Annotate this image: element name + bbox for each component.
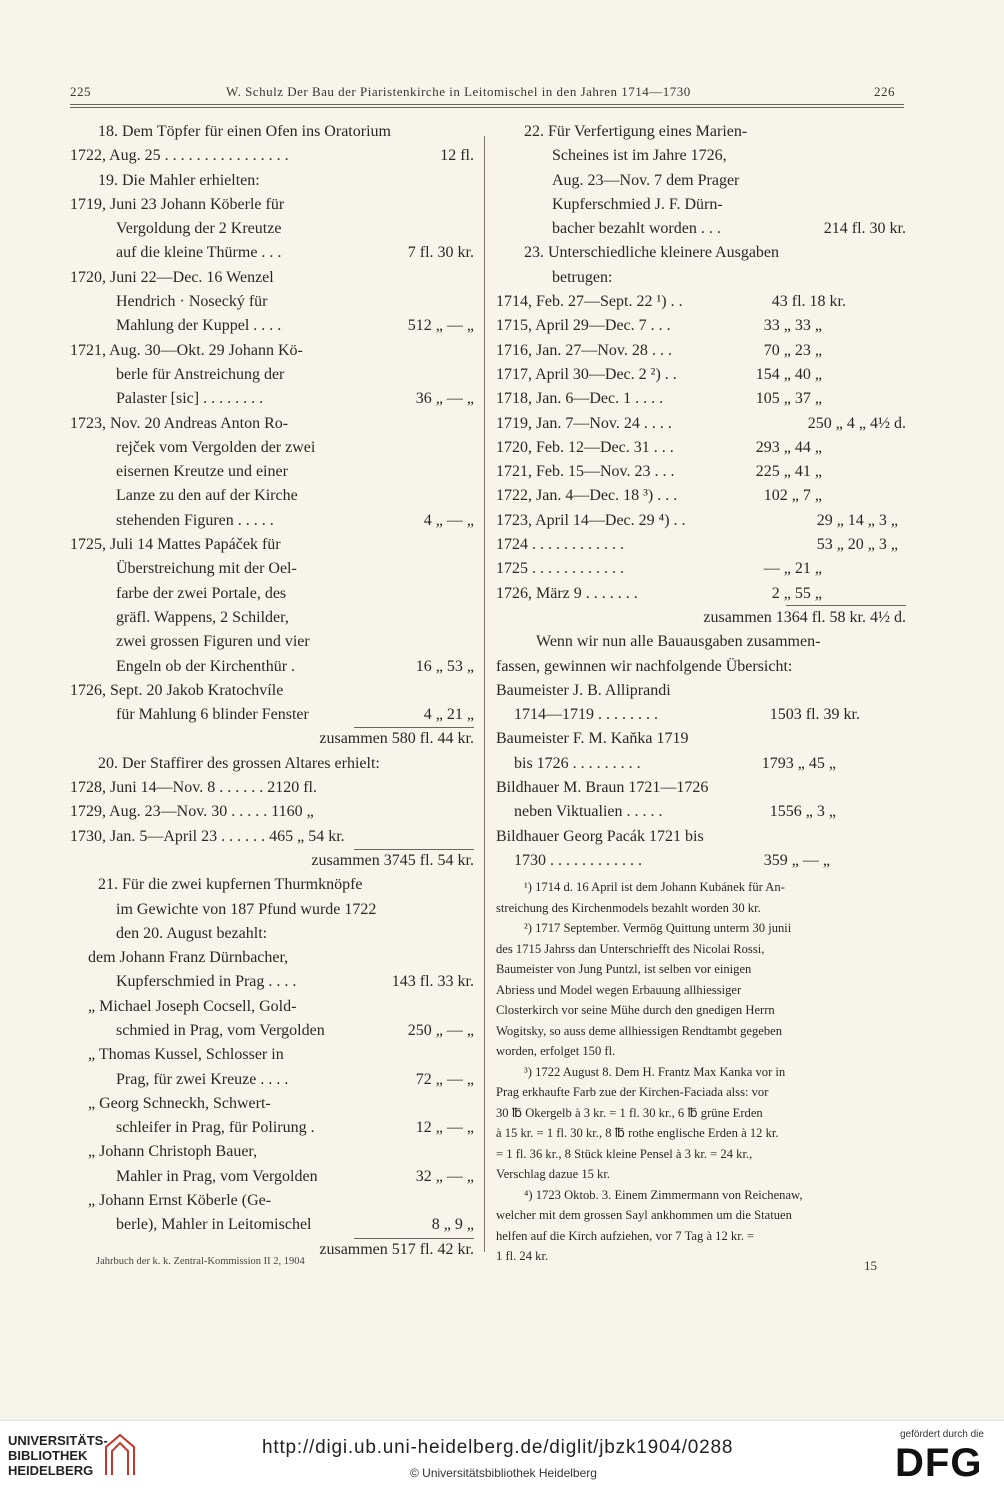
right-text: Baumeister F. M. Kaňka 1719	[496, 730, 689, 748]
footnote-text: ²) 1717 September. Vermög Quittung unterm 30 junii	[524, 921, 792, 936]
footnote-text: Wogitsky, so auss deme allhiessigen Rendtambt gegeben	[496, 1023, 783, 1038]
right-text: Scheines ist im Jahre 1726,	[552, 147, 727, 165]
right-column	[496, 120, 906, 1267]
left-text: dem Johann Franz Dürnbacher,	[88, 949, 289, 967]
right-text: 1722, Jan. 4—Dec. 18 ³) . . .	[496, 487, 678, 505]
left-text: Engeln ob der Kirchenthür .	[116, 657, 296, 675]
right-line	[496, 800, 906, 824]
left-line	[70, 703, 474, 727]
left-line	[70, 606, 474, 630]
left-line	[70, 679, 474, 703]
right-line	[496, 849, 906, 873]
left-line	[70, 752, 474, 776]
column-divider	[484, 136, 485, 1252]
left-text: farbe der zwei Portale, des	[116, 584, 287, 602]
footnote-text: = 1 fl. 36 kr., 8 Stück kleine Pensel à 3 kr. = 24 kr.,	[496, 1146, 753, 1161]
left-amount: 72 „ — „	[415, 1070, 474, 1088]
right-line	[496, 193, 906, 217]
left-text: im Gewichte von 187 Pfund wurde 1722	[116, 900, 377, 918]
left-amount: 8 „ 9 „	[431, 1216, 474, 1234]
left-line	[70, 1116, 474, 1140]
footnotes	[496, 877, 906, 1267]
footnote-line	[496, 1246, 906, 1267]
left-line	[70, 436, 474, 460]
left-text: stehenden Figuren . . . . .	[116, 511, 274, 529]
left-text: 1721, Aug. 30—Okt. 29 Johann Kö-	[70, 341, 303, 359]
left-text: 19. Die Mahler erhielten:	[98, 171, 260, 189]
left-text: 1729, Aug. 23—Nov. 30 . . . . . 1160 „	[70, 803, 314, 821]
header-rule	[70, 104, 904, 105]
right-text: 1715, April 29—Dec. 7 . . .	[496, 317, 671, 335]
right-amount: 1556 „ 3 „	[769, 803, 836, 821]
left-text: 21. Für die zwei kupfernen Thurmknöpfe	[98, 876, 363, 894]
left-text: schleifer in Prag, für Polirung .	[116, 1119, 315, 1137]
right-text: 1730 . . . . . . . . . . . .	[514, 851, 642, 869]
right-amount: 1503 fl. 39 kr.	[769, 706, 860, 724]
right-text: 1716, Jan. 27—Nov. 28 . . .	[496, 341, 672, 359]
left-text: Überstreichung mit der Oel-	[116, 560, 297, 578]
left-text: für Mahlung 6 blinder Fenster	[116, 706, 309, 724]
right-line	[496, 655, 906, 679]
footnote-text: à 15 kr. = 1 fl. 30 kr., 8 ℔ rothe englische Erden à 12 kr.	[496, 1126, 779, 1141]
right-line	[496, 290, 906, 314]
library-logo-icon	[100, 1429, 140, 1479]
footnote-text: Verschlag dazue 15 kr.	[496, 1167, 611, 1182]
left-line	[70, 873, 474, 897]
left-line	[70, 460, 474, 484]
footnote-text: 30 ℔ Okergelb à 3 kr. = 1 fl. 30 kr., 6 ℔ grüne Erden	[496, 1105, 763, 1120]
right-text: Baumeister J. B. Alliprandi	[496, 681, 671, 699]
footnote-text: ⁴) 1723 Oktob. 3. Einem Zimmermann von Reichenaw,	[524, 1187, 803, 1202]
left-line	[70, 484, 474, 508]
left-text: 20. Der Staffirer des grossen Altares erhielt:	[98, 754, 380, 772]
footnote-line	[496, 1185, 906, 1206]
left-text: berle), Mahler in Leitomischel	[116, 1216, 312, 1234]
left-text: berle für Anstreichung der	[116, 365, 285, 383]
left-line	[70, 582, 474, 606]
left-sum-rule	[354, 727, 474, 728]
left-sum-rule	[354, 1238, 474, 1239]
right-line	[496, 582, 906, 606]
left-amount: 16 „ 53 „	[415, 657, 474, 675]
footnote-line	[496, 1082, 906, 1103]
right-amount: 70 „ 23 „	[763, 341, 822, 359]
right-line	[496, 412, 906, 436]
footnote-line	[496, 898, 906, 919]
right-text: Kupferschmied J. F. Dürn-	[552, 195, 723, 213]
footnote-line	[496, 918, 906, 939]
right-text: 1723, April 14—Dec. 29 ⁴) . .	[496, 511, 686, 529]
left-line	[70, 241, 474, 265]
left-line	[70, 655, 474, 679]
right-line	[496, 630, 906, 654]
right-line	[496, 557, 906, 581]
right-text: 1718, Jan. 6—Dec. 1 . . . .	[496, 390, 664, 408]
left-page-number: 225	[70, 84, 91, 99]
footnote-line	[496, 939, 906, 960]
left-amount: 32 „ — „	[415, 1167, 474, 1185]
left-text: 1725, Juli 14 Mattes Papáček für	[70, 536, 281, 554]
left-text: 1720, Juni 22—Dec. 16 Wenzel	[70, 268, 274, 286]
left-text: Prag, für zwei Kreuze . . . .	[116, 1070, 289, 1088]
right-text: 1724 . . . . . . . . . . . .	[496, 536, 624, 554]
left-line	[70, 922, 474, 946]
left-line	[70, 1189, 474, 1213]
left-text: Kupferschmied in Prag . . . .	[116, 973, 297, 991]
left-amount: 250 „ — „	[407, 1021, 474, 1039]
left-text: Mahlung der Kuppel . . . .	[116, 317, 282, 335]
right-line	[496, 606, 906, 630]
right-line	[496, 752, 906, 776]
right-amount: 2 „ 55 „	[771, 584, 822, 602]
running-title: W. Schulz Der Bau der Piaristenkirche in Leitomischel in den Jahren 1714—1730	[226, 84, 691, 99]
left-line	[70, 557, 474, 581]
right-text: Wenn wir nun alle Bauausgaben zusammen-	[536, 633, 821, 651]
left-column	[70, 120, 474, 1262]
right-amount: zusammen 1364 fl. 58 kr. 4½ d.	[703, 608, 906, 626]
left-text: auf die kleine Thürme . . .	[116, 244, 282, 262]
left-line	[70, 339, 474, 363]
right-line	[496, 217, 906, 241]
footnote-line	[496, 1021, 906, 1042]
right-amount: 214 fl. 30 kr.	[823, 220, 906, 238]
left-line	[70, 1165, 474, 1189]
footnote-line	[496, 980, 906, 1001]
left-line	[70, 363, 474, 387]
left-amount: zusammen 3745 fl. 54 kr.	[311, 851, 474, 869]
dfg-logo: DFG	[895, 1441, 983, 1485]
right-line	[496, 387, 906, 411]
right-text: Aug. 23—Nov. 7 dem Prager	[552, 171, 740, 189]
left-text: schmied in Prag, vom Vergolden	[116, 1021, 325, 1039]
right-line	[496, 703, 906, 727]
sheet-number: 15	[864, 1258, 877, 1273]
left-sum-rule	[354, 849, 474, 850]
left-text: 1728, Juni 14—Nov. 8 . . . . . . 2120 fl.	[70, 779, 317, 797]
left-text: „ Georg Schneckh, Schwert-	[88, 1094, 271, 1112]
left-text: Mahler in Prag, vom Vergolden	[116, 1167, 318, 1185]
left-line	[70, 970, 474, 994]
right-amount: 250 „ 4 „ 4½ d.	[807, 414, 906, 432]
left-amount: 512 „ — „	[407, 317, 474, 335]
right-amount: 53 „ 20 „ 3 „	[816, 536, 898, 554]
left-amount: 4 „ 21 „	[423, 706, 474, 724]
right-line	[496, 314, 906, 338]
left-text: 1719, Juni 23 Johann Köberle für	[70, 195, 285, 213]
left-line	[70, 193, 474, 217]
left-amount: 143 fl. 33 kr.	[391, 973, 474, 991]
right-amount: 359 „ — „	[763, 851, 830, 869]
left-amount: 36 „ — „	[415, 390, 474, 408]
footnote-text: ³) 1722 August 8. Dem H. Frantz Max Kanka vor in	[524, 1064, 786, 1079]
left-text: „ Johann Christoph Bauer,	[88, 1143, 258, 1161]
right-line	[496, 825, 906, 849]
right-amount: 33 „ 33 „	[763, 317, 822, 335]
footnote-line	[496, 1164, 906, 1185]
left-line	[70, 120, 474, 144]
right-text: 1726, März 9 . . . . . . .	[496, 584, 638, 602]
right-line	[496, 776, 906, 800]
left-line	[70, 1043, 474, 1067]
footnote-line	[496, 959, 906, 980]
left-text: eisernen Kreutze und einer	[116, 463, 288, 481]
right-text: Bildhauer M. Braun 1721—1726	[496, 779, 709, 797]
left-line	[70, 946, 474, 970]
left-text: „ Thomas Kussel, Schlosser in	[88, 1046, 284, 1064]
left-amount: zusammen 517 fl. 42 kr.	[319, 1240, 474, 1258]
left-line	[70, 800, 474, 824]
footnote-line	[496, 1205, 906, 1226]
left-line	[70, 533, 474, 557]
right-line	[496, 679, 906, 703]
right-text: 1717, April 30—Dec. 2 ²) . .	[496, 365, 677, 383]
right-amount: — „ 21 „	[763, 560, 822, 578]
footnote-text: streichung des Kirchenmodels bezahlt worden 30 kr.	[496, 900, 761, 915]
left-line	[70, 387, 474, 411]
left-text: 18. Dem Töpfer für einen Ofen ins Oratorium	[98, 123, 391, 140]
footnote-text: ¹) 1714 d. 16 April ist dem Johann Kubánek für An-	[524, 880, 785, 895]
right-text: 22. Für Verfertigung eines Marien-	[524, 123, 748, 140]
right-line	[496, 484, 906, 508]
right-amount: 105 „ 37 „	[755, 390, 822, 408]
right-line	[496, 120, 906, 144]
right-line	[496, 727, 906, 751]
footnote-line	[496, 1226, 906, 1247]
left-text: Hendrich · Nosecký für	[116, 293, 268, 311]
footnote-text: helfen auf die Kirch aufziehen, vor 7 Tag à 12 kr. =	[496, 1228, 755, 1243]
left-line	[70, 1213, 474, 1237]
footnote-text: welcher mit dem grossen Sayl ankhommen um die Statuen	[496, 1208, 792, 1223]
right-text: 1719, Jan. 7—Nov. 24 . . . .	[496, 414, 672, 432]
right-text: bis 1726 . . . . . . . . .	[514, 754, 641, 772]
footnote-text: 1 fl. 24 kr.	[496, 1249, 549, 1264]
right-line	[496, 460, 906, 484]
right-line	[496, 169, 906, 193]
right-line	[496, 241, 906, 265]
right-amount: 154 „ 40 „	[755, 365, 822, 383]
footnote-text: Baumeister von Jung Puntzl, ist selben vor einigen	[496, 962, 752, 977]
left-text: 1726, Sept. 20 Jakob Kratochvíle	[70, 681, 284, 699]
funding-caption: gefördert durch die	[900, 1429, 984, 1440]
left-line	[70, 314, 474, 338]
footnote-line	[496, 1000, 906, 1021]
permalink-url[interactable]: http://digi.ub.uni-heidelberg.de/diglit/jbzk1904/0288	[262, 1437, 734, 1458]
footnote-line	[496, 877, 906, 898]
footnote-text: des 1715 Jahrss dan Unterschriefft des Nicolai Rossi,	[496, 941, 765, 956]
right-line	[496, 363, 906, 387]
copyright-notice: © Universitätsbibliothek Heidelberg	[410, 1466, 597, 1480]
left-text: „ Michael Joseph Cocsell, Gold-	[88, 997, 297, 1015]
right-amount: 43 fl. 18 kr.	[771, 293, 846, 311]
left-text: zwei grossen Figuren und vier	[116, 633, 310, 651]
right-text: Bildhauer Georg Pacák 1721 bis	[496, 827, 704, 845]
footnote-line	[496, 1103, 906, 1124]
footnote-line	[496, 1123, 906, 1144]
right-text: bacher bezahlt worden . . .	[552, 220, 721, 238]
left-line	[70, 144, 474, 168]
footnote-line	[496, 1144, 906, 1165]
right-amount: 225 „ 41 „	[755, 463, 822, 481]
right-amount: 102 „ 7 „	[763, 487, 822, 505]
right-page-number: 226	[874, 84, 895, 99]
right-line	[496, 509, 906, 533]
right-text: 23. Unterschiedliche kleinere Ausgaben	[524, 244, 780, 262]
right-amount: 1793 „ 45 „	[761, 754, 836, 772]
left-line	[70, 727, 474, 751]
left-line	[70, 849, 474, 873]
footnote-text: Abriess und Model wegen Erbauung allhiessiger	[496, 982, 742, 997]
left-line	[70, 1019, 474, 1043]
left-line	[70, 1092, 474, 1116]
left-line	[70, 1140, 474, 1164]
left-line	[70, 995, 474, 1019]
footnote-line	[496, 1041, 906, 1062]
left-line	[70, 509, 474, 533]
footnote-text: worden, erfolget 150 fl.	[496, 1044, 616, 1059]
right-amount: 293 „ 44 „	[755, 438, 822, 456]
left-line	[70, 630, 474, 654]
journal-citation: Jahrbuch der k. k. Zentral-Kommission II 2, 1904	[96, 1256, 305, 1267]
footnote-text: Prag erkhaufte Farb zue der Kirchen-Faciada alss: vor	[496, 1085, 769, 1100]
left-text: „ Johann Ernst Köberle (Ge-	[88, 1192, 272, 1210]
left-line	[70, 169, 474, 193]
right-text: 1721, Feb. 15—Nov. 23 . . .	[496, 463, 675, 481]
left-text: 1723, Nov. 20 Andreas Anton Ro-	[70, 414, 289, 432]
right-line	[496, 436, 906, 460]
left-line	[70, 825, 474, 849]
university-library-label: UNIVERSITÄTS- BIBLIOTHEK HEIDELBERG	[8, 1433, 108, 1478]
right-text: 1714—1719 . . . . . . . .	[514, 706, 658, 724]
right-line	[496, 144, 906, 168]
right-line	[496, 533, 906, 557]
left-line	[70, 217, 474, 241]
right-text: 1720, Feb. 12—Dec. 31 . . .	[496, 438, 674, 456]
right-text: 1725 . . . . . . . . . . . .	[496, 560, 624, 578]
right-text: neben Viktualien . . . . .	[514, 803, 663, 821]
left-text: 1730, Jan. 5—April 23 . . . . . . 465 „ 54 kr.	[70, 827, 345, 845]
left-amount: zusammen 580 fl. 44 kr.	[319, 730, 474, 748]
left-text: Palaster [sic] . . . . . . . .	[116, 390, 264, 408]
header-rule-2	[70, 107, 904, 108]
left-amount: 12 „ — „	[415, 1119, 474, 1137]
left-text: Vergoldung der 2 Kreutze	[116, 220, 282, 238]
right-line	[496, 339, 906, 363]
left-text: 1722, Aug. 25 . . . . . . . . . . . . . . . .	[70, 147, 289, 165]
left-line	[70, 898, 474, 922]
right-text: 1714, Feb. 27—Sept. 22 ¹) . .	[496, 293, 683, 311]
left-amount: 12 fl.	[440, 147, 474, 165]
left-amount: 4 „ — „	[423, 511, 474, 529]
left-text: rejček vom Vergolden der zwei	[116, 438, 316, 456]
footnote-text: Closterkirch vor seine Mühe durch den gnedigen Herrn	[496, 1003, 775, 1018]
left-line	[70, 290, 474, 314]
left-text: den 20. August bezahlt:	[116, 924, 268, 942]
left-line	[70, 412, 474, 436]
library-footer-bar	[0, 1420, 1004, 1491]
left-line	[70, 266, 474, 290]
left-text: Lanze zu den auf der Kirche	[116, 487, 298, 505]
right-text: betrugen:	[552, 268, 613, 286]
footnote-line	[496, 1062, 906, 1083]
right-line	[496, 266, 906, 290]
left-text: gräfl. Wappens, 2 Schilder,	[116, 608, 289, 626]
left-line	[70, 1068, 474, 1092]
right-text: fassen, gewinnen wir nachfolgende Übersicht:	[496, 657, 793, 675]
right-amount: 29 „ 14 „ 3 „	[816, 511, 898, 529]
left-amount: 7 fl. 30 kr.	[407, 244, 474, 262]
left-line	[70, 776, 474, 800]
